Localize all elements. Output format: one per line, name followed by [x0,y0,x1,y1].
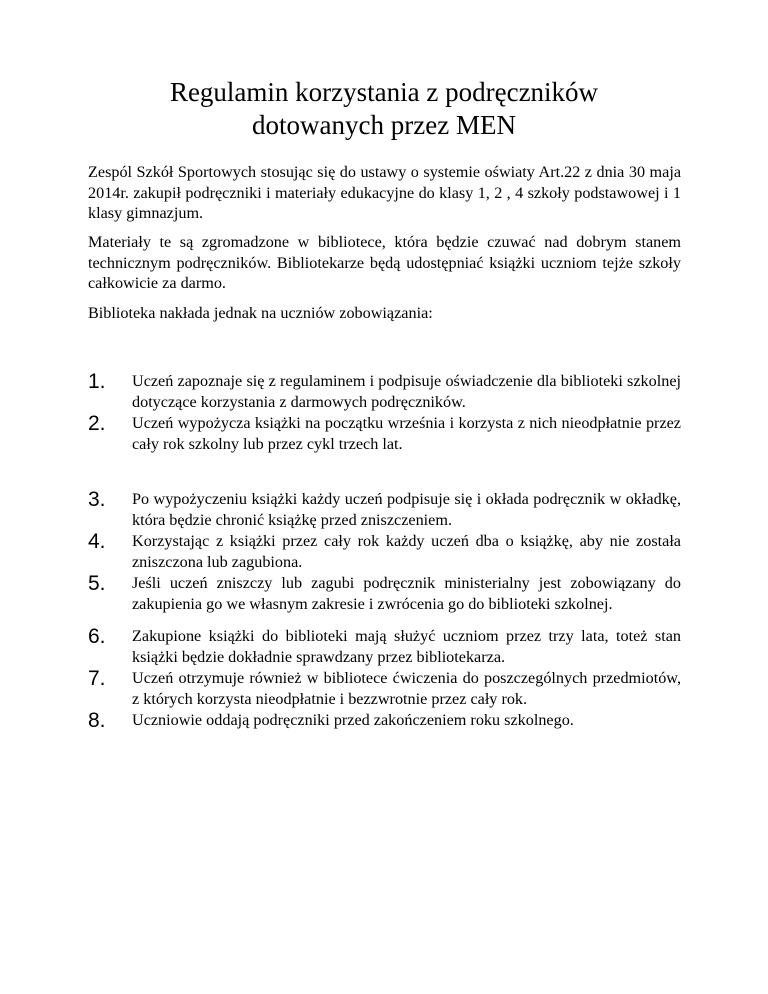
list-item [88,531,681,572]
list-item [88,413,681,454]
list-number: 2. [88,412,106,435]
rules-list-group-3 [88,626,681,732]
rules-list-group-2 [88,489,681,615]
list-item [88,573,681,614]
list-number: 1. [88,370,106,393]
list-item [88,710,681,731]
list-item-text: Po wypożyczeniu książki każdy uczeń podpisuje się i okłada podręcznik w okładkę, która będzie chronić książkę przed zniszczeniem. [132,490,681,529]
list-item [88,489,681,530]
intro-paragraph: Zespól Szkół Sportowych stosując się do ustawy o systemie oświaty Art.22 z dnia 30 maja 2014r. zakupił podręczniki i materiały edukacyjne do klasy 1, 2 , 4 szkoły podstawowej i 1 klasy gimnazjum. [88,163,681,222]
list-item-text: Uczniowie oddają podręczniki przed zakończeniem roku szkolnego. [132,711,574,729]
list-item [88,371,681,412]
list-item-text: Uczeń wypożycza książki na początku września i korzysta z nich nieodpłatnie przez cały rok szkolny lub przez cykl trzech lat. [132,414,681,453]
title-line-1: Regulamin korzystania z podręczników [169,77,599,107]
list-item-text: Zakupione książki do biblioteki mają służyć uczniom przez trzy lata, toteż stan książki będzie dokładnie sprawdzany przez bibliotekarza. [132,627,681,666]
list-item-text: Uczeń zapoznaje się z regulaminem i podpisuje oświadczenie dla biblioteki szkolnej dotyczące korzystania z darmowych podręczników. [132,372,681,411]
list-number: 3. [88,488,106,511]
list-item-text: Uczeń otrzymuje również w bibliotece ćwiczenia do poszczególnych przedmiotów, z których korzysta nieodpłatnie i bezzwrotnie przez cały rok. [132,669,681,708]
list-number: 7. [88,667,106,690]
list-number: 6. [88,625,106,648]
page-title [90,76,678,142]
list-item [88,668,681,709]
title-line-2: dotowanych przez MEN [252,110,516,140]
list-item-text: Korzystając z książki przez cały rok każdy uczeń dba o książkę, aby nie została zniszczona lub zagubiona. [132,532,681,571]
list-number: 8. [88,709,106,732]
list-number: 4. [88,530,106,553]
list-number: 5. [88,572,106,595]
list-item [88,626,681,667]
obligations-intro: Biblioteka nakłada jednak na uczniów zobowiązania: [88,304,433,322]
list-item-text: Jeśli uczeń zniszczy lub zagubi podręcznik ministerialny jest zobowiązany do zakupienia go we własnym zakresie i zwrócenia go do biblioteki szkolnej. [132,574,681,613]
rules-list-group-1 [88,371,681,455]
library-paragraph: Materiały te są zgromadzone w bibliotece, która będzie czuwać nad dobrym stanem technicznym podręczników. Bibliotekarze będą udostępniać książki uczniom tejże szkoły całkowicie za darmo. [88,233,681,292]
